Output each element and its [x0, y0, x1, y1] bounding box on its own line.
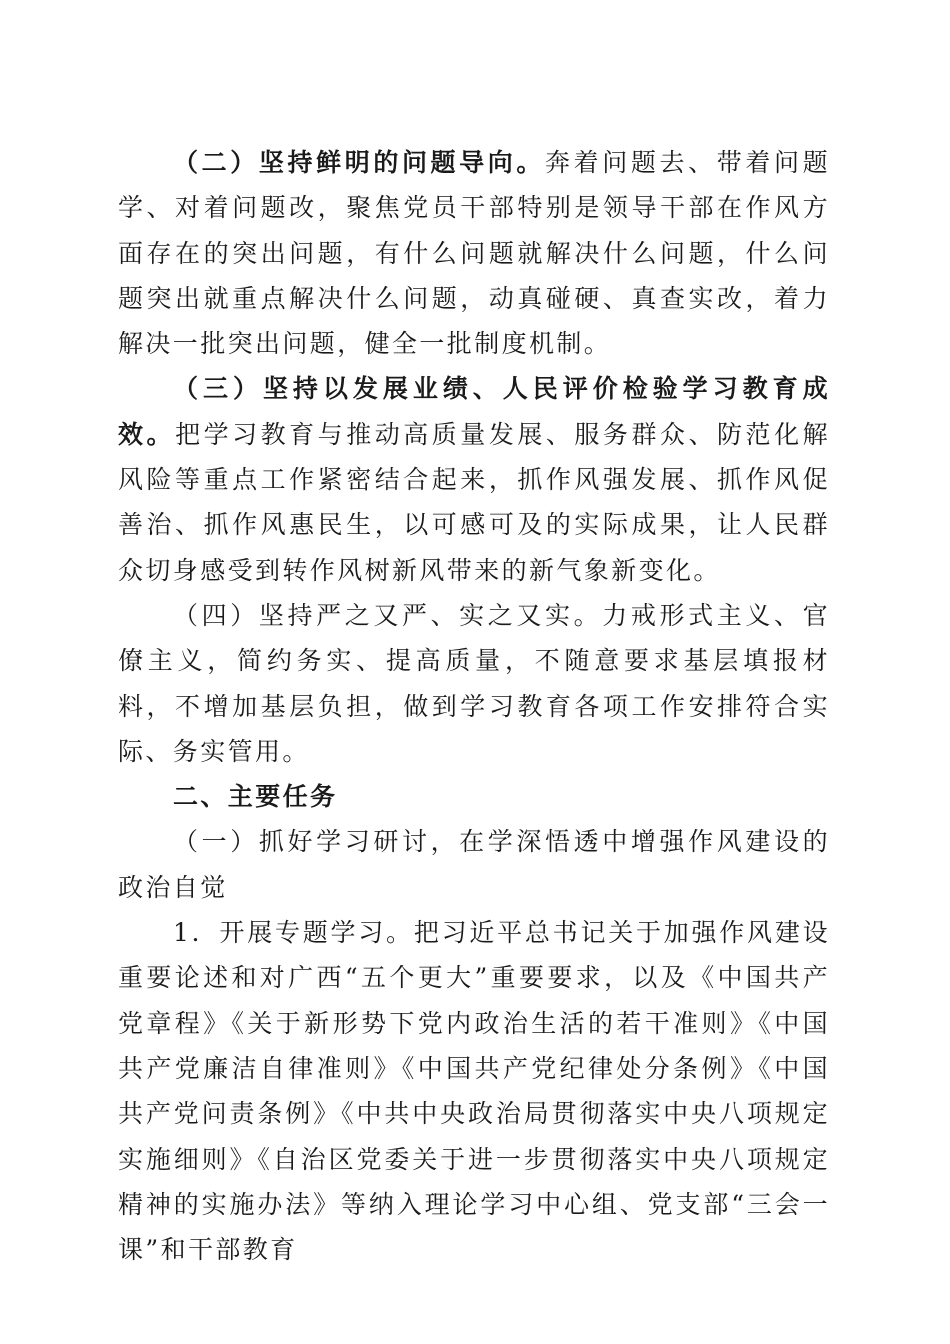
paragraph-lead: （二）坚持鲜明的问题导向。: [173, 148, 546, 177]
section-heading: 二、主要任务: [173, 782, 338, 812]
paragraph-body: 奔着问题去、带着问题学、对着问题改，聚焦党员干部特别是领导干部在作风方面存在的突出问题，有什么问题就解决什么问题，什么问题突出就重点解决什么问题，动真碰硬、真查实改，着力解决一批突出问题，健全一批制度机制。: [118, 148, 830, 359]
paragraph-lead: （三）坚持以发展业绩、人民评价检验学习教育成效。: [118, 374, 830, 449]
paragraph-problem-orientation: [118, 140, 830, 366]
document-body: [118, 140, 830, 1272]
paragraph-body: 把学习教育与推动高质量发展、服务群众、防范化解风险等重点工作紧密结合起来，抓作风强发展、抓作风促善治、抓作风惠民生，以可感可及的实际成果，让人民群众切身感受到转作风树新风带来的新气象新变化。: [118, 419, 831, 585]
paragraph-strict-practical: [118, 593, 830, 774]
subsection-heading: （一）抓好学习研讨，在学深悟透中增强作风建设的政治自觉: [118, 827, 830, 902]
paragraph-performance-evaluation: [118, 366, 830, 592]
paragraph-body: （四）坚持严之又严、实之又实。力戒形式主义、官僚主义，简约务实、提高质量，不随意要求基层填报材料，不增加基层负担，做到学习教育各项工作安排符合实际、务实管用。: [118, 600, 830, 766]
list-item-special-study: 1．开展专题学习。把习近平总书记关于加强作风建设重要论述和对广西“五个更大”重要要求，以及《中国共产党章程》《关于新形势下党内政治生活的若干准则》《中国共产党廉洁自律准则》《中国共产党纪律处分条例》《中国共产党问责条例》《中共中央政治局贯彻落实中央八项规定实施细则》《自治区党委关于进一步贯彻落实中央八项规定精神的实施办法》等纳入理论学习中心组、党支部“三会一课”和干部教育: [118, 918, 830, 1265]
